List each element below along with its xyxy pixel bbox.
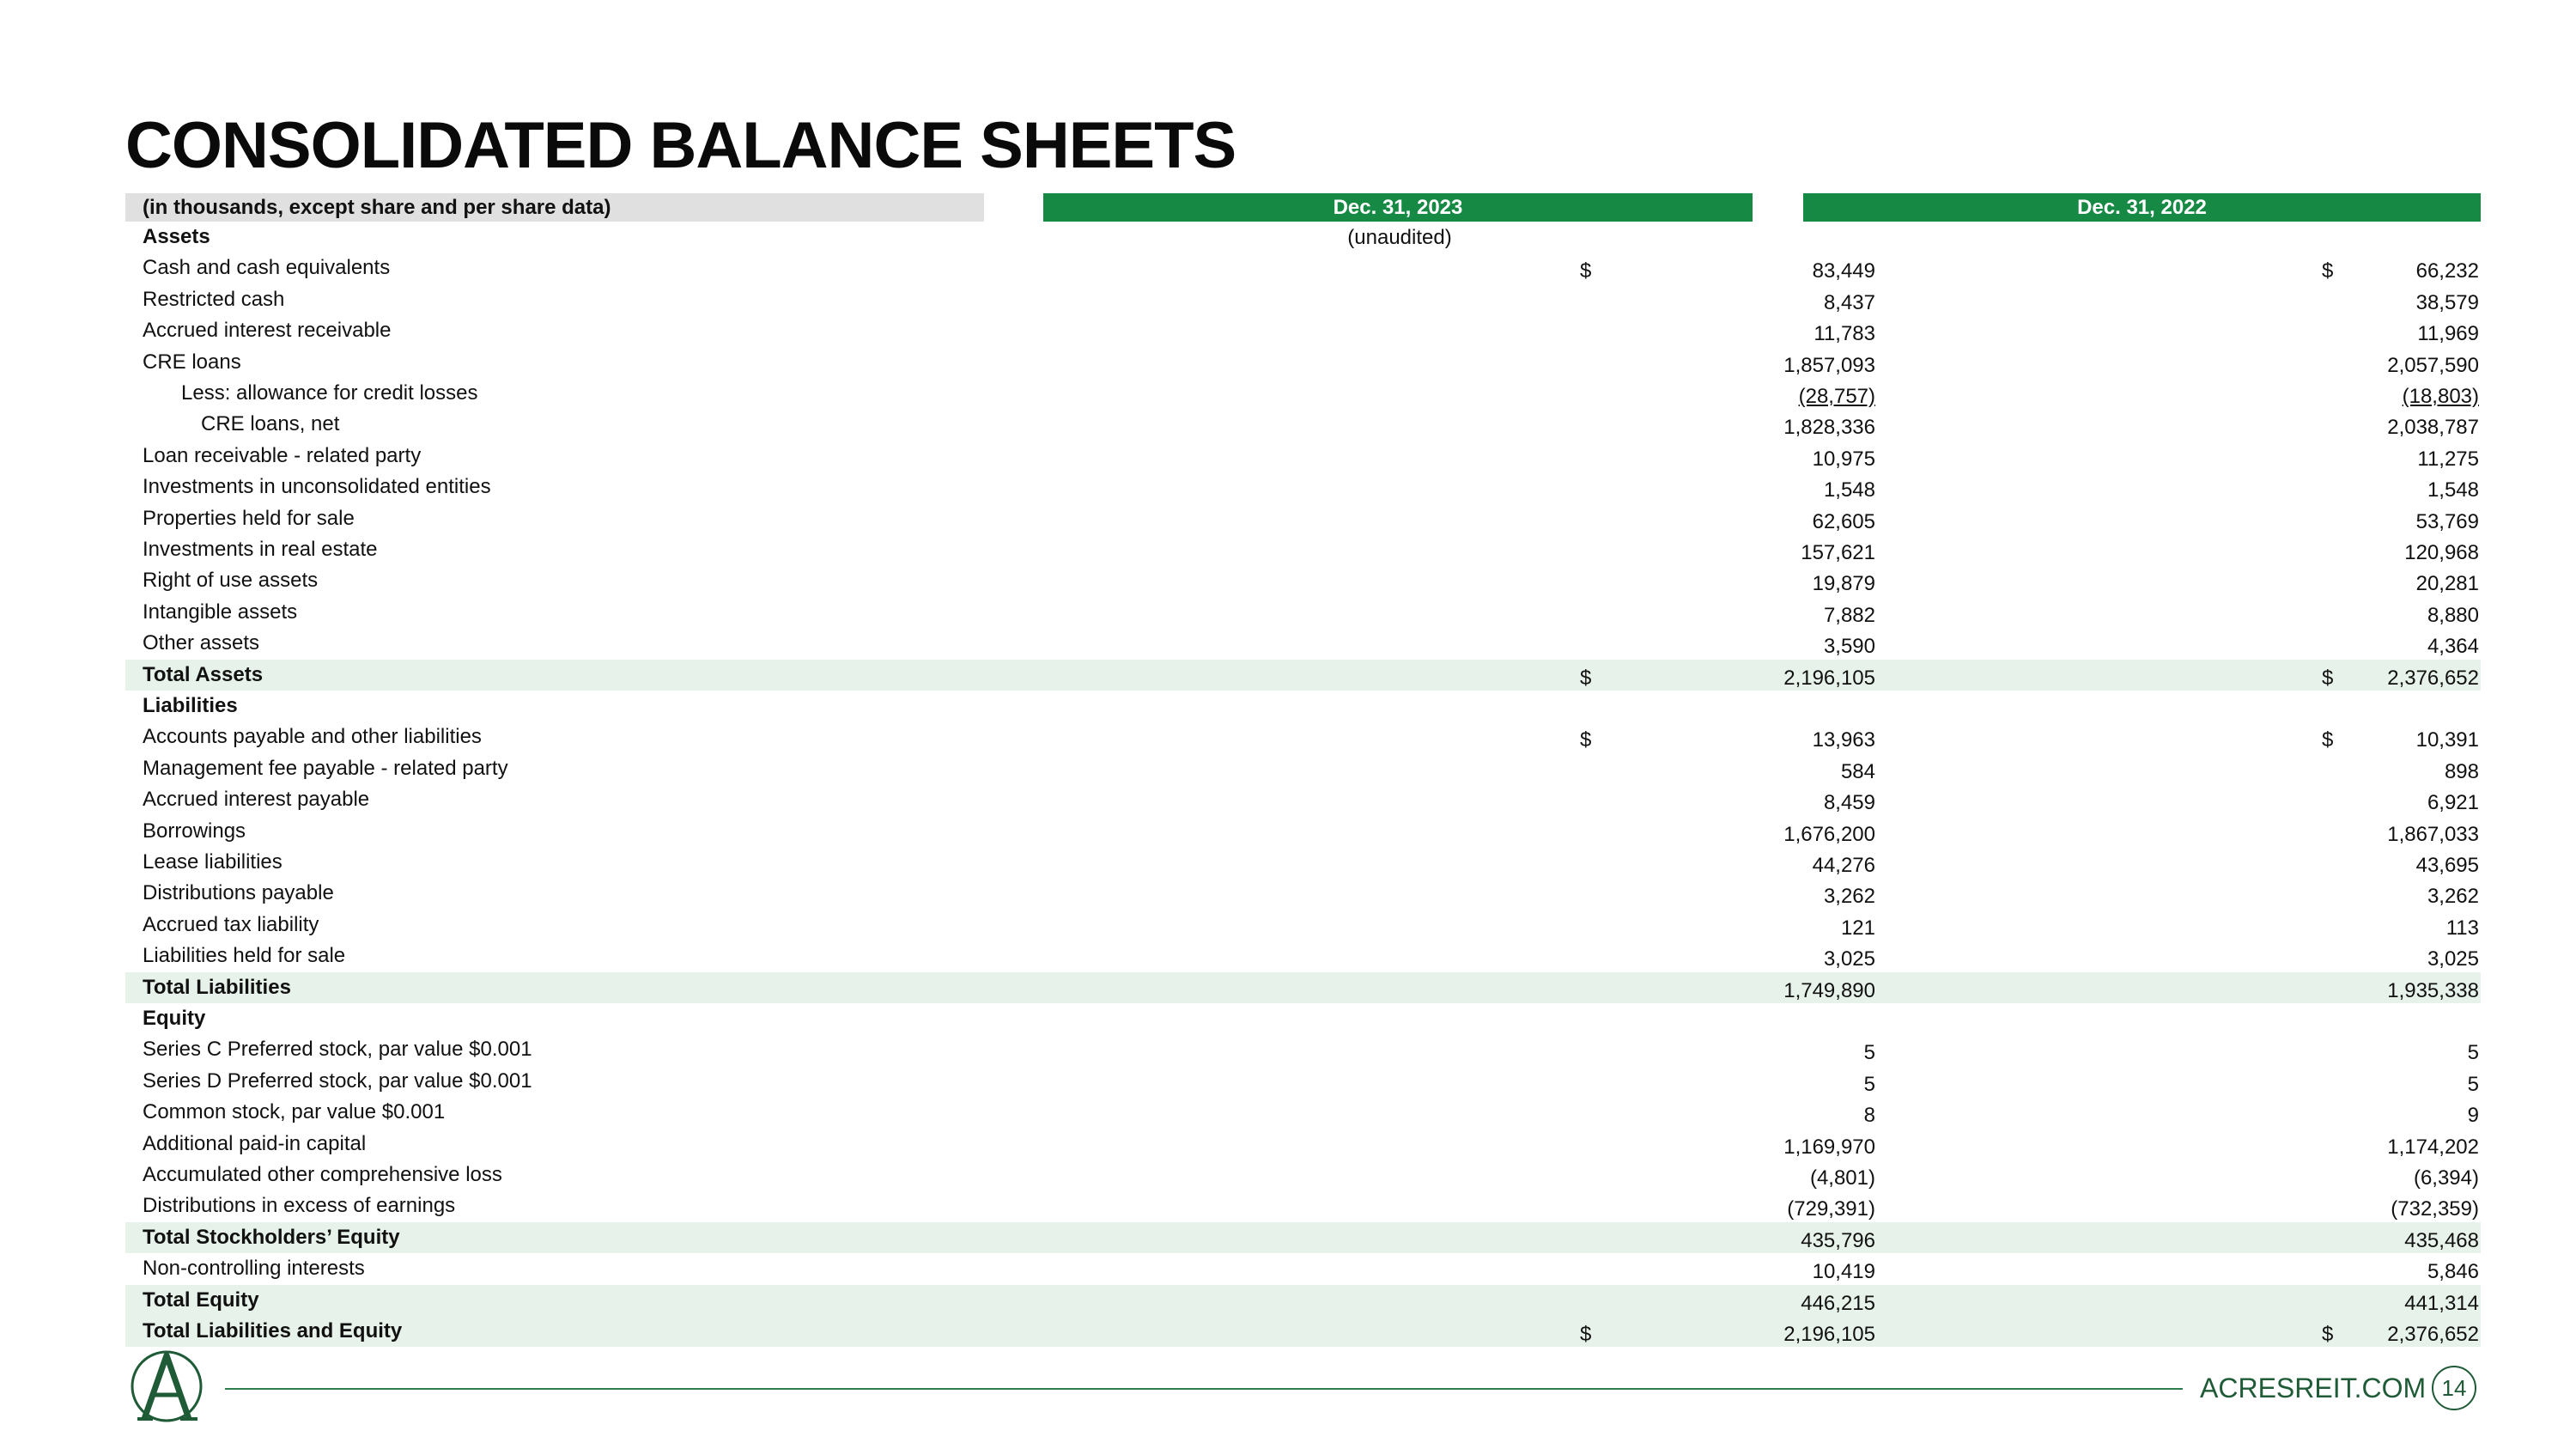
table-row — [125, 1285, 2481, 1316]
value-2022: 1,174,202 — [2387, 1135, 2479, 1159]
value-2023: 435,796 — [1801, 1228, 1875, 1252]
value-2022: (6,394) — [2413, 1166, 2479, 1190]
table-row — [125, 347, 2481, 378]
value-2022: 898 — [2444, 759, 2479, 783]
table-row — [125, 534, 2481, 565]
row-label: Less: allowance for credit losses — [181, 381, 478, 405]
row-label: Accrued interest payable — [143, 788, 370, 812]
value-2023: 584 — [1840, 759, 1875, 783]
footer-divider — [225, 1388, 2183, 1390]
value-2023: 3,590 — [1823, 635, 1875, 659]
value-2023: 5 — [1863, 1041, 1875, 1065]
value-2023: 13,963 — [1812, 728, 1875, 752]
row-label: Equity — [143, 1007, 206, 1030]
value-2023: 10,975 — [1812, 447, 1875, 471]
table-row — [125, 315, 2481, 346]
value-2022: 66,232 — [2415, 259, 2479, 283]
value-2023: 62,605 — [1812, 509, 1875, 533]
value-2023: 10,419 — [1812, 1260, 1875, 1284]
table-row — [125, 1097, 2481, 1128]
table-row — [125, 941, 2481, 971]
table-row — [125, 597, 2481, 628]
row-label: Assets — [143, 225, 210, 248]
row-label: Distributions in excess of earnings — [143, 1194, 456, 1218]
value-2023: 121 — [1840, 916, 1875, 940]
table-row — [125, 378, 2481, 409]
row-label: Loan receivable - related party — [143, 443, 422, 467]
value-2022: 5 — [2467, 1041, 2479, 1065]
table-row — [125, 847, 2481, 878]
value-2023: 1,749,890 — [1783, 978, 1875, 1002]
table-row — [125, 784, 2481, 815]
table-row — [125, 1222, 2481, 1253]
table-row — [125, 691, 2481, 721]
table-row — [125, 753, 2481, 784]
value-2023: 1,857,093 — [1783, 353, 1875, 377]
value-2023: 8,459 — [1823, 791, 1875, 815]
row-label: Liabilities — [143, 694, 238, 717]
row-label: Accrued interest receivable — [143, 319, 392, 343]
value-2022: 5,846 — [2427, 1260, 2479, 1284]
row-label: Cash and cash equivalents — [143, 256, 391, 280]
value-2022: 1,548 — [2427, 478, 2479, 502]
row-label: Accrued tax liability — [143, 912, 319, 936]
row-label: Right of use assets — [143, 569, 319, 593]
value-2023: 1,828,336 — [1783, 416, 1875, 440]
footer-website-link[interactable]: ACRESREIT.COM — [2200, 1373, 2427, 1403]
table-row — [125, 1034, 2481, 1065]
value-2022: 3,262 — [2427, 885, 2479, 909]
value-2022: 113 — [2445, 916, 2479, 940]
row-label: Intangible assets — [143, 600, 298, 624]
row-label: Restricted cash — [143, 287, 285, 311]
value-2022: 120,968 — [2404, 541, 2479, 564]
value-2023: 1,548 — [1823, 478, 1875, 502]
table-row — [125, 1003, 2481, 1034]
row-label: Lease liabilities — [143, 850, 283, 874]
row-label: Total Equity — [143, 1288, 259, 1312]
table-row — [125, 1316, 2481, 1347]
row-label: Properties held for sale — [143, 506, 355, 530]
table-row — [125, 441, 2481, 472]
value-2022: 1,867,033 — [2387, 822, 2479, 846]
value-2023: 157,621 — [1801, 541, 1875, 564]
value-2022: 2,376,652 — [2387, 666, 2479, 690]
currency-symbol-2022: $ — [2322, 666, 2334, 690]
table-units-header: (in thousands, except share and per share data) — [125, 193, 984, 222]
currency-symbol-2022: $ — [2322, 259, 2334, 283]
value-2023: 2,196,105 — [1783, 1323, 1875, 1346]
value-2023: 2,196,105 — [1783, 666, 1875, 690]
row-label: Additional paid-in capital — [143, 1131, 367, 1155]
value-2022: 9 — [2467, 1104, 2479, 1128]
value-2023: 3,025 — [1823, 947, 1875, 971]
row-label: Investments in unconsolidated entities — [143, 475, 491, 499]
row-label: Management fee payable - related party — [143, 756, 508, 780]
currency-symbol-2023: $ — [1580, 728, 1592, 752]
table-row — [125, 972, 2481, 1003]
value-2023: 8 — [1863, 1104, 1875, 1128]
value-2023: 19,879 — [1812, 572, 1875, 596]
value-2022: 38,579 — [2415, 290, 2479, 314]
table-row — [125, 222, 2481, 253]
table-row — [125, 1129, 2481, 1160]
table-row — [125, 1190, 2481, 1221]
table-row — [125, 253, 2481, 283]
row-label: Series C Preferred stock, par value $0.001 — [143, 1038, 532, 1062]
value-2022: 11,275 — [2417, 447, 2479, 471]
row-label: Non-controlling interests — [143, 1257, 365, 1281]
value-2022: 2,038,787 — [2387, 416, 2479, 440]
row-label: Common stock, par value $0.001 — [143, 1100, 446, 1124]
table-row — [125, 1253, 2481, 1284]
value-2022: 11,969 — [2417, 322, 2479, 346]
value-2022: 3,025 — [2427, 947, 2479, 971]
value-2023: (28,757) — [1798, 385, 1875, 408]
value-2023: 446,215 — [1801, 1291, 1875, 1315]
value-2023: 7,882 — [1823, 603, 1875, 627]
row-label: Investments in real estate — [143, 538, 378, 561]
value-2022: 43,695 — [2415, 854, 2479, 877]
row-label: Series D Preferred stock, par value $0.001 — [143, 1068, 532, 1093]
column-header-2022: Dec. 31, 2022 — [1803, 193, 2481, 222]
row-label: Total Liabilities — [143, 975, 291, 999]
value-2023: 1,169,970 — [1783, 1135, 1875, 1159]
value-2022: 2,376,652 — [2387, 1323, 2479, 1346]
table-row — [125, 660, 2481, 691]
table-row — [125, 565, 2481, 596]
table-row — [125, 1066, 2481, 1097]
value-2022: 8,880 — [2427, 603, 2479, 627]
value-2022: 4,364 — [2427, 635, 2479, 659]
currency-symbol-2022: $ — [2322, 728, 2334, 752]
table-row — [125, 472, 2481, 502]
table-row — [125, 878, 2481, 909]
currency-symbol-2022: $ — [2322, 1323, 2334, 1346]
table-row — [125, 910, 2481, 941]
page-title: CONSOLIDATED BALANCE SHEETS — [125, 109, 1236, 182]
value-2023: 3,262 — [1823, 885, 1875, 909]
row-label: Other assets — [143, 631, 260, 655]
row-label: Liabilities held for sale — [143, 944, 346, 968]
value-2022: 10,391 — [2415, 728, 2479, 752]
value-2023: (729,391) — [1787, 1197, 1875, 1221]
row-label: Total Assets — [143, 662, 264, 686]
value-2023: 44,276 — [1812, 854, 1875, 877]
table-row — [125, 284, 2481, 315]
value-2022: 6,921 — [2427, 791, 2479, 815]
row-label: Accumulated other comprehensive loss — [143, 1163, 502, 1186]
currency-symbol-2023: $ — [1580, 666, 1592, 690]
currency-symbol-2023: $ — [1580, 1323, 1592, 1346]
value-2023: 11,783 — [1814, 322, 1875, 346]
value-2022: 435,468 — [2404, 1228, 2479, 1252]
value-2022: (732,359) — [2391, 1197, 2479, 1221]
value-2022: (18,803) — [2402, 385, 2479, 408]
table-row — [125, 503, 2481, 534]
value-2023: 1,676,200 — [1783, 822, 1875, 846]
value-2023: 8,437 — [1823, 290, 1875, 314]
value-2022: 2,057,590 — [2387, 353, 2479, 377]
table-row — [125, 409, 2481, 440]
value-2022: 5 — [2467, 1072, 2479, 1096]
row-label: CRE loans, net — [201, 412, 340, 436]
value-2022: 441,314 — [2404, 1291, 2479, 1315]
row-label: Total Liabilities and Equity — [143, 1319, 403, 1342]
row-label: Borrowings — [143, 819, 246, 843]
row-label: Total Stockholders’ Equity — [143, 1225, 400, 1249]
value-2023: 5 — [1863, 1072, 1875, 1096]
row-label: Accounts payable and other liabilities — [143, 725, 482, 749]
value-2023: 83,449 — [1812, 259, 1875, 283]
row-label: Distributions payable — [143, 881, 334, 905]
column-header-2023: Dec. 31, 2023 — [1043, 193, 1753, 222]
table-row — [125, 628, 2481, 659]
unaudited-note: (unaudited) — [1347, 226, 1452, 249]
value-2023: (4,801) — [1809, 1166, 1875, 1190]
value-2022: 20,281 — [2415, 572, 2479, 596]
table-row — [125, 1160, 2481, 1190]
page-number-badge: 14 — [2432, 1366, 2476, 1410]
value-2022: 53,769 — [2415, 509, 2479, 533]
acres-logo-icon — [125, 1345, 208, 1428]
currency-symbol-2023: $ — [1580, 259, 1592, 283]
table-row — [125, 816, 2481, 847]
value-2022: 1,935,338 — [2387, 978, 2479, 1002]
row-label: CRE loans — [143, 350, 241, 374]
table-row — [125, 721, 2481, 752]
